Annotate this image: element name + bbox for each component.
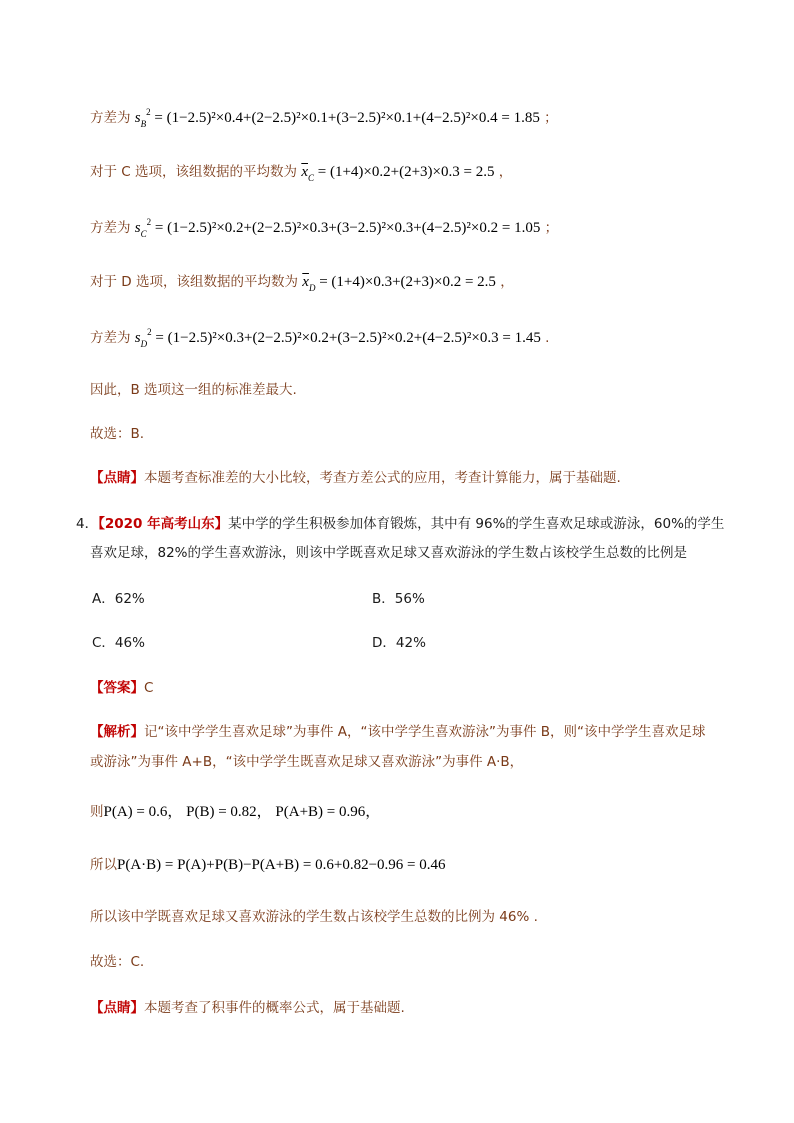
comment-text: 本题考查标准差的大小比较，考查方差公式的应用，考查计算能力，属于基础题. — [144, 470, 621, 486]
so-line-2: 所以该中学既喜欢足球又喜欢游泳的学生数占该校学生总数的比例为 46% . — [90, 909, 538, 925]
comment-tag-2: 【点睛】 — [90, 1000, 144, 1016]
analysis-text-2: 或游泳”为事件 A+B，“该中学学生既喜欢足球又喜欢游泳”为事件 A·B， — [90, 754, 524, 770]
variance-c-line — [90, 216, 558, 237]
given-prefix: 则 — [90, 804, 104, 820]
variance-label: 方差为 — [90, 330, 131, 346]
variance-label: 方差为 — [90, 220, 131, 236]
option-d: D．42% — [372, 635, 426, 651]
comment-line-2 — [90, 996, 405, 1016]
mean-symbol: $\overline{x}_D$ — [302, 274, 316, 293]
analysis-tag: 【解析】 — [90, 724, 144, 740]
punctuation: ； — [544, 110, 558, 126]
mean-d-label: 对于 D 选项，该组数据的平均数为 — [90, 274, 298, 290]
mean-c-formula: = (1+4)×0.2+(2+3)×0.3 = 2.5 — [317, 164, 495, 180]
variance-d-line — [90, 326, 549, 347]
conclusion-text: 因此，B 选项这一组的标准差最大. — [90, 382, 297, 398]
variance-b-line — [90, 106, 558, 127]
variance-label: 方差为 — [90, 110, 131, 126]
variance-symbol: $s_D^2$ = — [134, 327, 168, 349]
given-line — [90, 800, 380, 821]
mean-c-label: 对于 C 选项，该组数据的平均数为 — [90, 164, 298, 180]
punctuation: ， — [498, 164, 513, 180]
comment-line — [90, 466, 621, 486]
question-text-1: 某中学的学生积极参加体育锻炼，其中有 96%的学生喜欢足球或游泳，60%的学生 — [228, 516, 725, 532]
analysis-text-1: 记“该中学学生喜欢足球”为事件 A，“该中学学生喜欢游泳”为事件 B，则“该中学学生喜欢足球 — [144, 724, 706, 740]
choice-text: 故选：B. — [90, 426, 145, 442]
option-c: C．46% — [92, 635, 145, 651]
mean-d-formula: = (1+4)×0.3+(2+3)×0.2 = 2.5 — [319, 274, 496, 290]
comment-text-2: 本题考查了积事件的概率公式，属于基础题. — [144, 1000, 405, 1016]
mean-d-line — [90, 270, 514, 291]
so-formula: P(A·B) = P(A)+P(B)−P(A+B) = 0.6+0.82−0.96 = 0.46 — [117, 857, 446, 873]
punctuation: . — [545, 330, 550, 346]
comment-tag: 【点睛】 — [90, 470, 144, 486]
mean-symbol: $\overline{x}_C$ — [301, 164, 314, 183]
question-4-line-1 — [76, 512, 724, 532]
given-formula: P(A) = 0.6， P(B) = 0.82， P(A+B) = 0.96， — [103, 804, 381, 820]
option-a: A．62% — [92, 591, 145, 607]
answer-value: C — [144, 680, 154, 696]
answer-tag: 【答案】 — [90, 680, 144, 696]
question-source-tag: 【2020 年高考山东】 — [98, 516, 229, 532]
punctuation: ， — [500, 274, 514, 290]
variance-c-formula: (1−2.5)²×0.2+(2−2.5)²×0.3+(3−2.5)²×0.3+(4−2.5)²×0.2 = 1.05 — [167, 220, 541, 236]
analysis-line-1 — [90, 720, 706, 740]
mean-c-line — [90, 160, 512, 181]
variance-d-formula: (1−2.5)²×0.3+(2−2.5)²×0.2+(3−2.5)²×0.2+(4−2.5)²×0.3 = 1.45 — [167, 330, 541, 346]
answer-line — [90, 676, 153, 696]
variance-symbol: $s_C^2$ = — [134, 217, 168, 239]
question-text-2: 喜欢足球，82%的学生喜欢游泳，则该中学既喜欢足球又喜欢游泳的学生数占该校学生总数的比例是 — [90, 545, 688, 561]
choice-text-2: 故选：C. — [90, 954, 145, 970]
variance-b-formula: (1−2.5)²×0.4+(2−2.5)²×0.1+(3−2.5)²×0.1+(4−2.5)²×0.4 = 1.85 — [166, 110, 540, 126]
punctuation: ； — [544, 220, 559, 236]
question-number: 4． — [76, 516, 99, 532]
so-prefix: 所以 — [90, 857, 117, 873]
option-b: B．56% — [372, 591, 425, 607]
so-line — [90, 853, 446, 874]
variance-symbol: $s_B^2$ = — [134, 107, 167, 129]
